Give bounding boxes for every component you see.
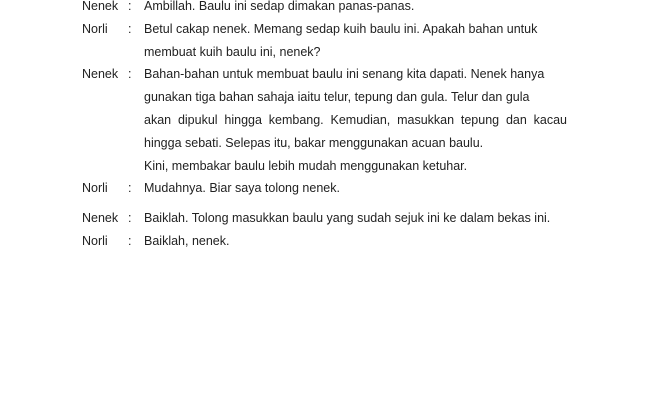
speaker-colon: : <box>128 181 132 196</box>
speaker-name: Norli <box>82 181 108 196</box>
speaker-colon: : <box>128 21 132 36</box>
dialogue-turn <box>82 177 582 200</box>
text-line: Kini, membakar baulu lebih mudah menggunakan ketuhar. <box>144 158 468 173</box>
text-line: Ambillah. Baulu ini sedap dimakan panas-panas. <box>144 0 415 13</box>
text-line: Mudahnya. Biar saya tolong nenek. <box>144 181 340 196</box>
speaker-colon: : <box>128 0 132 13</box>
text-line: hingga sebati. Selepas itu, bakar menggunakan acuan baulu. <box>144 135 484 150</box>
text-line: Betul cakap nenek. Memang sedap kuih baulu ini. Apakah bahan untuk <box>144 21 538 36</box>
text-line: Baiklah, nenek. <box>144 233 230 248</box>
turn-text <box>144 18 582 64</box>
speaker-colon: : <box>128 233 132 248</box>
dialogue-turn <box>82 63 582 177</box>
turn-text <box>144 63 582 177</box>
dialogue-turn <box>82 18 582 64</box>
speaker-colon: : <box>128 67 132 82</box>
text-line: Bahan-bahan untuk membuat baulu ini senang kita dapati. Nenek hanya <box>144 67 545 82</box>
dialogue-turn <box>82 230 582 253</box>
dialogue-transcript <box>82 0 582 253</box>
turn-text <box>144 230 582 253</box>
speaker-name: Norli <box>82 233 108 248</box>
dialogue-turn <box>82 0 582 18</box>
text-line: membuat kuih baulu ini, nenek? <box>144 44 321 59</box>
text-line: akan dipukul hingga kembang. Kemudian, masukkan tepung dan kacau <box>144 112 567 127</box>
speaker-name: Nenek <box>82 0 119 13</box>
turn-text <box>144 0 582 18</box>
turn-text <box>144 177 582 200</box>
turn-text <box>144 207 582 230</box>
text-line: gunakan tiga bahan sahaja iaitu telur, tepung dan gula. Telur dan gula <box>144 90 530 105</box>
speaker-name: Nenek <box>82 211 119 226</box>
text-line: Baiklah. Tolong masukkan baulu yang sudah sejuk ini ke dalam bekas ini. <box>144 211 551 226</box>
speaker-colon: : <box>128 211 132 226</box>
speaker-name: Nenek <box>82 67 119 82</box>
dialogue-turn <box>82 207 582 230</box>
speaker-name: Norli <box>82 21 108 36</box>
